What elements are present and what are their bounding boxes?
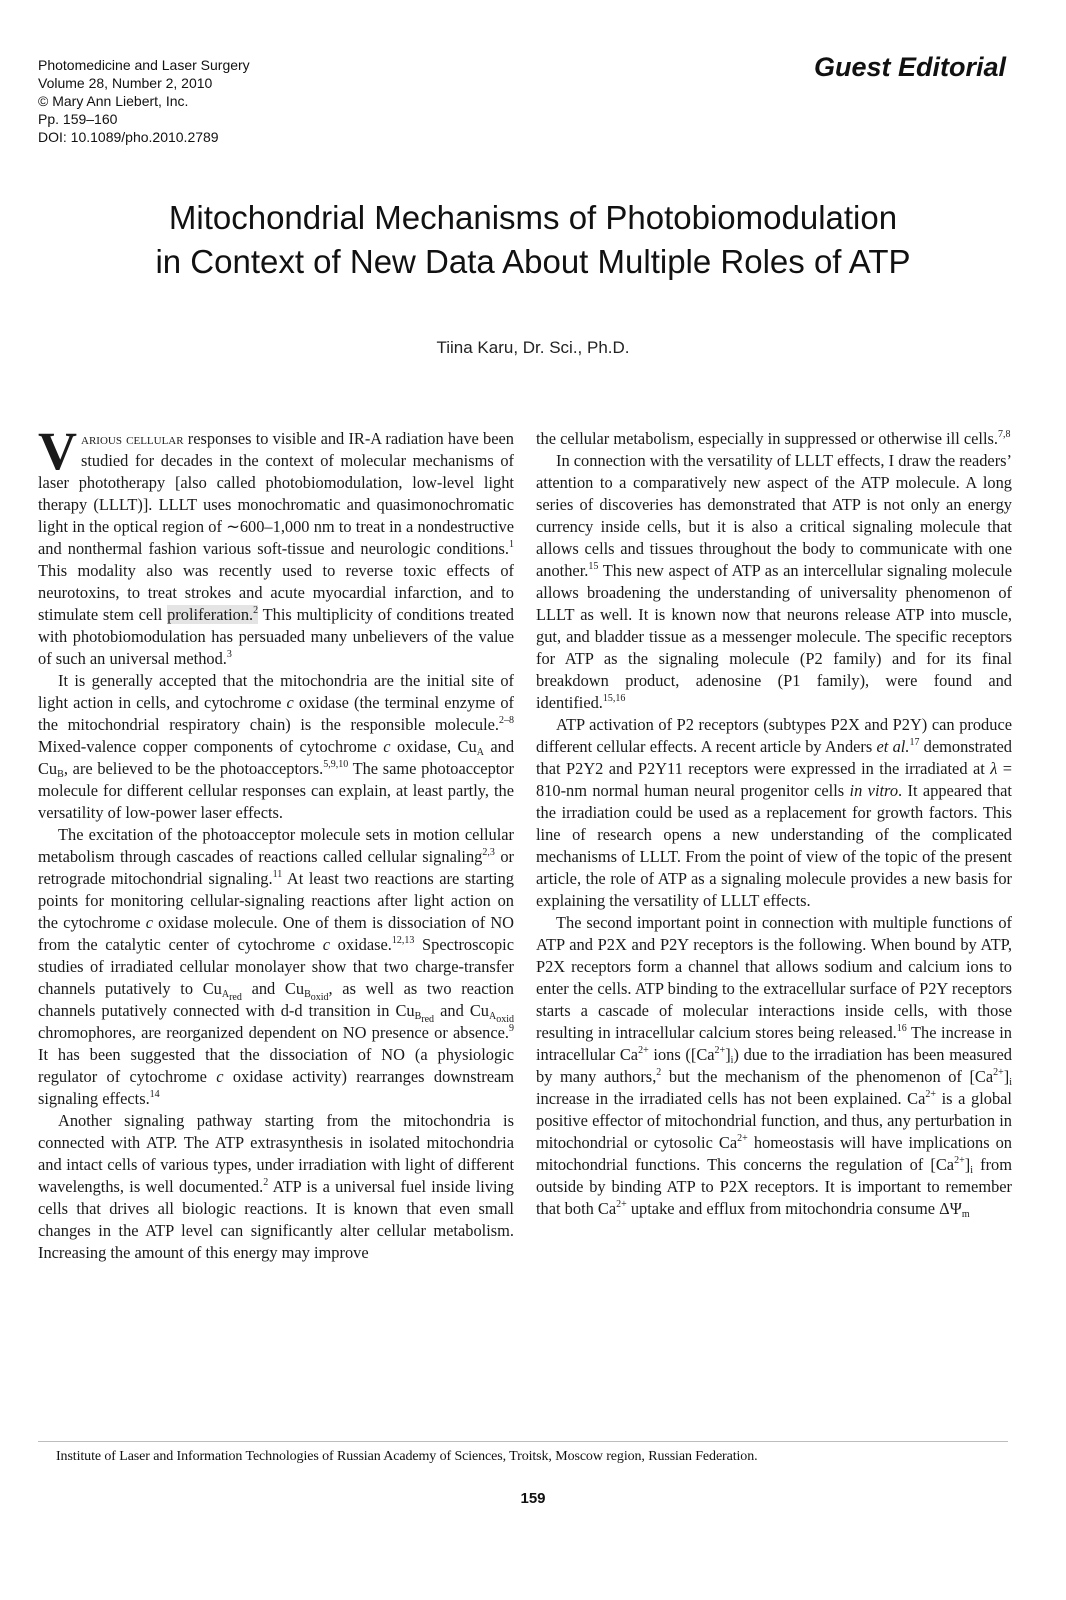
- citation[interactable]: 5,9,10: [323, 759, 349, 770]
- title-line-1: Mitochondrial Mechanisms of Photobiomodulation: [168, 199, 898, 236]
- citation[interactable]: 2: [263, 1177, 269, 1188]
- paragraph: It is generally accepted that the mitochondria are the initial site of light action in cells, and cytochrome c oxidase (the terminal enzyme of the mitochondrial respiratory chain) is the responsible molecule.$^{2-8}$ Mixed-valence copper components of cytochrome c oxidase, $Cu_A$ and $Cu_B$, are believed to be the photoacceptors.$^{5,9,10}$ The same photoacceptor molecule for different cellular responses can explain, at least partly, the versatility of low-power laser effects.: [38, 671, 515, 822]
- article-title: [0, 196, 1066, 284]
- page-range: Pp. 159–160: [38, 111, 118, 127]
- journal-metadata: [38, 56, 250, 146]
- title-line-2: in Context of New Data About Multiple Roles of ATP: [155, 243, 911, 280]
- citation[interactable]: 2: [253, 605, 259, 616]
- drop-cap: V: [38, 421, 77, 481]
- citation[interactable]: 17: [909, 737, 920, 748]
- footnote-divider: [38, 1441, 1008, 1442]
- citation[interactable]: 2–8: [499, 715, 514, 726]
- citation[interactable]: 12,13: [391, 935, 415, 946]
- journal-name: Photomedicine and Laser Surgery: [38, 57, 250, 73]
- citation[interactable]: 14: [149, 1089, 160, 1100]
- citation[interactable]: 11: [272, 869, 283, 880]
- right-column: [536, 428, 1012, 1220]
- paragraph: In connection with the versatility of LLLT effects, I draw the readers’ attention to a comparatively new aspect of the ATP molecule. A long series of discoveries has demonstrated that ATP is not only an energy currency inside cells, but it is also a critical signaling molecule that allows cells and tissues throughout the body to communicate with one another.$^{15}$ This new aspect of ATP as an intercellular signaling molecule allows broadening the understanding of universality phenomenon of LLLT as well. It is known now that neurons release ATP into muscle, gut, and bladder tissue as a messenger molecule. The specific receptors for ATP as the signaling molecule (P2 family) and for its final breakdown product, adenosine (P1 family), were found and identified.$^{15,16}$: [536, 451, 1012, 712]
- paragraph: Another signaling pathway starting from the mitochondria is connected with ATP. The ATP extrasynthesis in isolated mitochondria and intact cells of various types, under irradiation with light of different wavelengths, is well documented.$^2$ ATP is a universal fuel inside living cells that drives all biologic reactions. It is known that even small changes in the ATP level can significantly alter cellular metabolism. Increasing the amount of this energy may improve: [38, 1111, 514, 1262]
- author: Tiina Karu, Dr. Sci., Ph.D.: [436, 338, 630, 357]
- citation[interactable]: 9: [509, 1023, 514, 1034]
- paragraph: Various cellular responses to visible and IR-A radiation have been studied for decades in the context of molecular mechanisms of laser phototherapy [also called photobiomodulation, low-level light therapy (LLLT)]. LLLT uses monochromatic and quasimonochromatic light in the optical region of ∼600–1,000 nm to treat in a nondestructive and nonthermal fashion various soft-tissue and neurologic conditions.$^1$ This modality also was recently used to reverse toxic effects of neurotoxins, to treat strokes and acute myocardial infarction, and to stimulate stem cell proliferation.$^2$ This multiplicity of conditions treated with photobiomodulation has persuaded many unbelievers of the value of such an universal method.$^3$: [38, 421, 514, 668]
- citation[interactable]: 16: [896, 1023, 907, 1034]
- paragraph: The excitation of the photoacceptor molecule sets in motion cellular metabolism through cascades of reactions called cellular signaling$^{2,3}$ or retrograde mitochondrial signaling.$^{11}$ At least two reactions are starting points for monitoring cellular-signaling reactions after light action on the cytochrome c oxidase molecule. One of them is dissociation of NO from the catalytic center of cytochrome c oxidase.$^{12,13}$ Spectroscopic studies of irradiated cellular monolayer show that two charge-transfer channels putatively to $Cu_{A_{red}}$ and $Cu_{B_{oxid}}$, as well as two reaction channels putatively connected with d-d transition in $Cu_{B_{red}}$ and $Cu_{A_{oxid}}$ chromophores, are reorganized dependent on NO presence or absence.$^9$ It has been suggested that the dissociation of NO (a physiologic regulator of cytochrome c oxidase activity) rearranges downstream signaling effects.$^{14}$: [38, 825, 514, 1108]
- doi[interactable]: DOI: 10.1089/pho.2010.2789: [38, 129, 219, 145]
- citation[interactable]: 2: [656, 1067, 662, 1078]
- volume-issue: Volume 28, Number 2, 2010: [38, 75, 213, 91]
- left-column: [38, 421, 515, 1264]
- citation[interactable]: 15,16: [602, 693, 626, 704]
- paragraph: The second important point in connection with multiple functions of ATP and P2X and P2Y receptors is the following. When bound by ATP, P2X receptors form a channel that allows sodium and calcium ions to enter the cells. ATP binding to the extracellular surface of P2Y receptors starts a cascade of molecular interactions inside cells, with those resulting in intracellular calcium stores being released.$^{16}$ The increase in intracellular $Ca^{2+}$ ions $([Ca^{2+}]_i)$ due to the irradiation has been measured by many authors,$^2$ but the mechanism of the phenomenon of $[Ca^{2+}]_i$ increase in the irradiated cells has not been explained. $Ca^{2+}$ is a global positive effector of mitochondrial function, and thus, any perturbation in mitochondrial or cytosolic $Ca^{2+}$ homeostasis will have implications on mitochondrial functions. This concerns the regulation of $[Ca^{2+}]_i$ from outside by binding ATP to P2X receptors. It is important to remember that both $Ca^{2+}$ uptake and efflux from mitochondria consume $\Delta\Psi_m$: [536, 913, 1013, 1220]
- citation[interactable]: 1: [509, 539, 514, 550]
- highlighted-text: proliferation.$^2$: [167, 605, 259, 624]
- author-affiliation: Institute of Laser and Information Technologies of Russian Academy of Sciences, Troitsk, Moscow region, Russian Federation.: [56, 1449, 758, 1464]
- citation[interactable]: 7,8: [998, 429, 1011, 440]
- paragraph: ATP activation of P2 receptors (subtypes P2X and P2Y) can produce different cellular effects. A recent article by Anders et al.$^{17}$ demonstrated that P2Y2 and P2Y11 receptors were expressed in the irradiated at λ = 810-nm normal human neural progenitor cells in vitro. It appeared that the irradiation could be used as a replacement for growth factors. This line of research opens a new understanding of the complicated mechanisms of LLLT. From the point of view of the topic of the present article, the role of ATP as a signaling molecule provides a new basis for explaining the versatility of LLLT effects.: [536, 715, 1012, 910]
- citation[interactable]: 3: [226, 649, 232, 660]
- section-label: Guest Editorial: [813, 52, 1006, 82]
- page-number: 159: [520, 1490, 546, 1507]
- citation[interactable]: 2,3: [482, 847, 495, 858]
- citation[interactable]: 15: [588, 561, 599, 572]
- paragraph: the cellular metabolism, especially in suppressed or otherwise ill cells.$^{7,8}$: [536, 429, 1011, 448]
- copyright: © Mary Ann Liebert, Inc.: [38, 93, 189, 109]
